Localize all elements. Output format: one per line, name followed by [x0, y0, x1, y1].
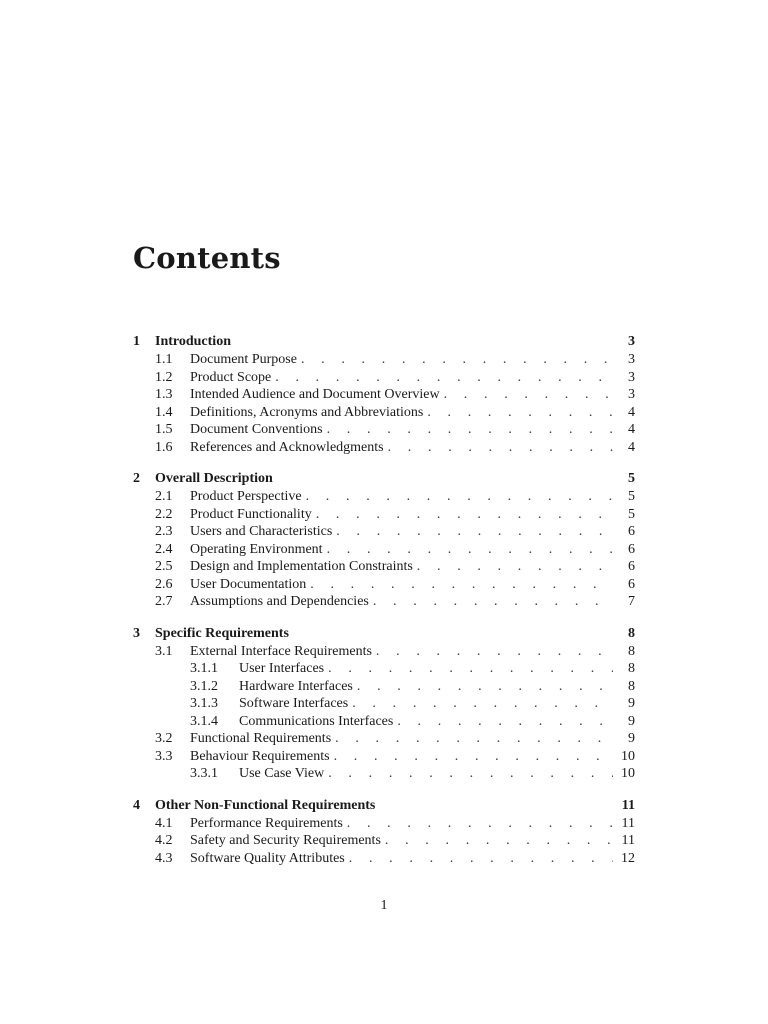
section-title: Functional Requirements — [190, 731, 332, 746]
dot-leader — [357, 678, 613, 696]
dot-leader — [347, 815, 613, 833]
dot-leader — [349, 850, 613, 868]
page-number: 1 — [380, 898, 388, 913]
dot-leader — [327, 541, 613, 559]
toc-chapter-1 — [133, 333, 635, 456]
dot-leader — [427, 404, 613, 422]
section-title: Document Purpose — [190, 352, 297, 367]
dot-leader — [316, 506, 613, 524]
dot-leader — [306, 488, 613, 506]
toc-subentry[interactable] — [133, 713, 635, 731]
section-number: 3.1 — [155, 643, 173, 659]
subsection-title: User Interfaces — [239, 661, 325, 676]
toc-chapter-heading[interactable] — [133, 797, 635, 815]
section-number: 4.2 — [155, 833, 173, 848]
chapter-number: 1 — [133, 334, 140, 349]
subsection-title: Communications Interfaces — [239, 713, 394, 729]
subsection-number: 3.3.1 — [190, 766, 218, 781]
section-number: 1.6 — [155, 439, 173, 455]
section-number: 1.1 — [155, 352, 173, 367]
toc-chapter-heading[interactable] — [133, 333, 635, 351]
section-number: 1.3 — [155, 387, 173, 402]
toc-chapter-2 — [133, 470, 635, 611]
section-page: 5 — [628, 489, 635, 504]
section-number: 3.2 — [155, 731, 173, 746]
toc-entry[interactable] — [133, 832, 635, 850]
section-page: 6 — [628, 541, 635, 557]
subsection-page: 8 — [628, 678, 635, 694]
section-number: 2.7 — [155, 594, 173, 609]
toc-subentry[interactable] — [133, 695, 635, 713]
chapter-title: Introduction — [155, 334, 231, 349]
section-page: 6 — [628, 559, 635, 574]
toc-entry[interactable] — [133, 439, 635, 457]
chapter-number: 4 — [133, 797, 140, 813]
dot-leader — [328, 765, 613, 783]
toc-subentry[interactable] — [133, 660, 635, 678]
dot-leader — [335, 730, 613, 748]
toc-entry[interactable] — [133, 643, 635, 661]
toc-entry[interactable] — [133, 593, 635, 611]
section-page: 3 — [628, 387, 635, 402]
toc-entry[interactable] — [133, 506, 635, 524]
toc-entry[interactable] — [133, 541, 635, 559]
section-title: Safety and Security Requirements — [190, 833, 381, 848]
chapter-page: 11 — [621, 797, 635, 813]
toc-entry[interactable] — [133, 576, 635, 594]
section-title: Users and Characteristics — [190, 524, 333, 539]
chapter-page: 5 — [628, 471, 635, 486]
toc-entry[interactable] — [133, 748, 635, 766]
toc-entry[interactable] — [133, 351, 635, 369]
section-title: Document Conventions — [190, 422, 323, 437]
section-page: 3 — [628, 369, 635, 385]
section-number: 4.1 — [155, 815, 173, 831]
section-page: 3 — [628, 352, 635, 367]
section-title: Product Perspective — [190, 489, 302, 504]
chapter-number: 2 — [133, 471, 140, 486]
section-number: 2.4 — [155, 541, 173, 557]
subsection-page: 8 — [628, 661, 635, 676]
section-page: 11 — [621, 815, 635, 831]
dot-leader — [327, 421, 613, 439]
dot-leader — [373, 593, 613, 611]
section-number: 2.1 — [155, 489, 173, 504]
section-title: User Documentation — [190, 576, 307, 592]
subsection-page: 9 — [628, 696, 635, 711]
subsection-number: 3.1.1 — [190, 661, 218, 676]
section-page: 4 — [628, 404, 635, 420]
section-title: Assumptions and Dependencies — [190, 594, 369, 609]
chapter-title: Overall Description — [155, 471, 273, 486]
dot-leader — [275, 369, 613, 387]
section-title: Definitions, Acronyms and Abbreviations — [190, 404, 424, 420]
subsection-number: 3.1.4 — [190, 713, 218, 729]
subsection-title: Use Case View — [239, 766, 325, 781]
dot-leader — [301, 351, 613, 369]
section-title: References and Acknowledgments — [190, 439, 384, 455]
chapter-page: 3 — [628, 334, 635, 349]
toc-entry[interactable] — [133, 421, 635, 439]
section-number: 1.2 — [155, 369, 173, 385]
toc-entry[interactable] — [133, 404, 635, 422]
section-number: 1.4 — [155, 404, 173, 420]
section-page: 5 — [628, 506, 635, 522]
toc-chapter-3 — [133, 625, 635, 783]
toc-entry[interactable] — [133, 386, 635, 404]
subsection-page: 9 — [628, 713, 635, 729]
dot-leader — [352, 695, 613, 713]
toc-entry[interactable] — [133, 558, 635, 576]
section-page: 6 — [628, 524, 635, 539]
section-number: 3.3 — [155, 748, 173, 764]
subsection-number: 3.1.2 — [190, 678, 218, 694]
section-title: Design and Implementation Constraints — [190, 559, 413, 574]
chapter-number: 3 — [133, 625, 140, 641]
section-title: Product Functionality — [190, 506, 312, 522]
dot-leader — [328, 660, 613, 678]
toc-entry[interactable] — [133, 369, 635, 387]
section-page: 12 — [621, 850, 635, 866]
section-title: Intended Audience and Document Overview — [190, 387, 440, 402]
toc-chapter-heading[interactable] — [133, 625, 635, 643]
section-title: Behaviour Requirements — [190, 748, 330, 764]
section-title: Software Quality Attributes — [190, 850, 345, 866]
section-title: External Interface Requirements — [190, 643, 372, 659]
toc-subentry[interactable] — [133, 765, 635, 783]
section-page: 11 — [621, 833, 635, 848]
section-title: Operating Environment — [190, 541, 323, 557]
dot-leader — [310, 576, 613, 594]
chapter-page: 8 — [628, 625, 635, 641]
dot-leader — [397, 713, 613, 731]
dot-leader — [336, 523, 613, 541]
section-page: 4 — [628, 422, 635, 437]
toc-entry[interactable] — [133, 815, 635, 833]
toc-entry[interactable] — [133, 730, 635, 748]
toc-entry[interactable] — [133, 488, 635, 506]
section-title: Performance Requirements — [190, 815, 343, 831]
dot-leader — [444, 386, 613, 404]
section-number: 2.6 — [155, 576, 173, 592]
toc-entry[interactable] — [133, 850, 635, 868]
subsection-page: 10 — [621, 766, 635, 781]
subsection-title: Software Interfaces — [239, 696, 349, 711]
page-title: Contents — [133, 241, 281, 275]
section-page: 6 — [628, 576, 635, 592]
subsection-title: Hardware Interfaces — [239, 678, 353, 694]
section-title: Product Scope — [190, 369, 272, 385]
toc-chapter-heading[interactable] — [133, 470, 635, 488]
section-number: 2.2 — [155, 506, 173, 522]
section-number: 4.3 — [155, 850, 173, 866]
section-page: 9 — [628, 731, 635, 746]
chapter-title: Specific Requirements — [155, 625, 289, 641]
toc-subentry[interactable] — [133, 678, 635, 696]
subsection-number: 3.1.3 — [190, 696, 218, 711]
section-number: 1.5 — [155, 422, 173, 437]
section-page: 10 — [621, 748, 635, 764]
section-number: 2.5 — [155, 559, 173, 574]
chapter-title: Other Non-Functional Requirements — [155, 797, 376, 813]
section-number: 2.3 — [155, 524, 173, 539]
dot-leader — [417, 558, 613, 576]
dot-leader — [376, 643, 613, 661]
toc-chapter-4 — [133, 797, 635, 868]
section-page: 4 — [628, 439, 635, 455]
table-of-contents — [133, 333, 635, 881]
dot-leader — [385, 832, 613, 850]
section-page: 7 — [628, 594, 635, 609]
section-page: 8 — [628, 643, 635, 659]
dot-leader — [334, 748, 613, 766]
dot-leader — [388, 439, 613, 457]
toc-entry[interactable] — [133, 523, 635, 541]
